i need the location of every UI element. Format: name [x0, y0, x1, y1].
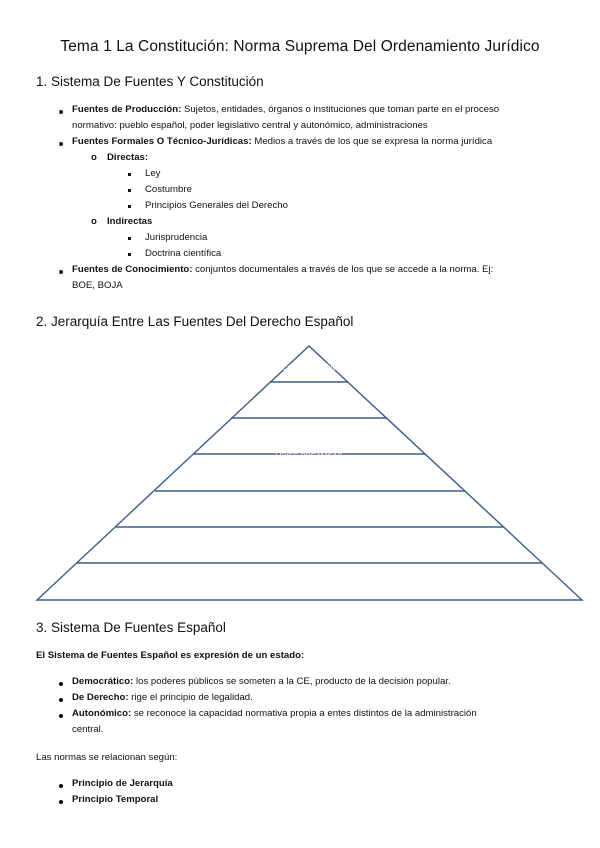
derecho-term: De Derecho: — [72, 692, 129, 703]
directas-item: Costumbre — [145, 184, 192, 195]
principio-jerarquia: Principio de Jerarquía — [72, 778, 173, 789]
bullet-icon — [59, 800, 63, 804]
derecho-text: rige el principio de legalidad. — [128, 692, 253, 703]
directas-item: Ley — [145, 168, 161, 179]
democratico-term: Democrático: — [72, 676, 134, 687]
derecho-item — [72, 690, 253, 706]
indirectas-item: Jurisprudencia — [145, 232, 208, 243]
fuentes-produccion-line2: normativo: pueblo español, poder legislativo central y autonómico, administraciones — [72, 120, 428, 131]
fuentes-conocimiento-line2: BOE, BOJA — [72, 280, 123, 291]
autonomico-line2: central. — [72, 724, 104, 735]
fuentes-formales-text: Medios a través de los que se expresa la norma jurídica — [251, 136, 493, 147]
relacion-text: Las normas se relacionan según: — [36, 752, 178, 763]
fuentes-produccion-term: Fuentes de Producción: — [72, 104, 182, 115]
autonomico-text: se reconoce la capacidad normativa propia a entes distintos de la administración — [131, 708, 477, 719]
fuentes-produccion-text: Sujetos, entidades, órganos o instituciones que toman parte en el proceso — [181, 104, 500, 115]
principio-temporal: Principio Temporal — [72, 794, 159, 805]
section2-heading: 2. Jerarquía Entre Las Fuentes Del Derecho Español — [36, 314, 354, 329]
page-title: Tema 1 La Constitución: Norma Suprema Del Ordenamiento Jurídico — [60, 38, 540, 55]
circle-bullet-icon: o — [91, 216, 97, 227]
pyramid-faint-label: CONSTITUCIÓN — [282, 365, 336, 372]
bullet-icon — [59, 784, 63, 788]
autonomico-term: Autonómico: — [72, 708, 132, 719]
bullet-icon — [59, 698, 63, 702]
pyramid-outline — [37, 346, 582, 600]
section3-heading: 3. Sistema De Fuentes Español — [36, 620, 226, 635]
fuentes-conocimiento-term: Fuentes de Conocimiento: — [72, 264, 193, 275]
directas-label: Directas: — [107, 152, 149, 163]
directas-item: Principios Generales del Derecho — [145, 200, 288, 211]
circle-bullet-icon: o — [91, 152, 97, 163]
bullet-icon — [59, 714, 63, 718]
autonomico-item — [72, 706, 477, 722]
democratico-item — [72, 674, 451, 690]
section3-intro: El Sistema de Fuentes Español es expresión de un estado: — [36, 650, 305, 661]
indirectas-item: Doctrina científica — [145, 248, 222, 259]
democratico-text: los poderes públicos se someten a la CE, producto de la decisión popular. — [133, 676, 451, 687]
fuentes-conocimiento-text: conjuntos documentales a través de los que se accede a la norma. Ej: — [192, 264, 494, 275]
section1-heading: 1. Sistema De Fuentes Y Constitución — [36, 74, 264, 89]
indirectas-label: Indirectas — [107, 216, 153, 227]
bullet-icon — [59, 682, 63, 686]
fuentes-formales-term: Fuentes Formales O Técnico-Jurídicas: — [72, 136, 252, 147]
pyramid-faint-label: LEYES ORGÁNICAS — [275, 453, 343, 460]
